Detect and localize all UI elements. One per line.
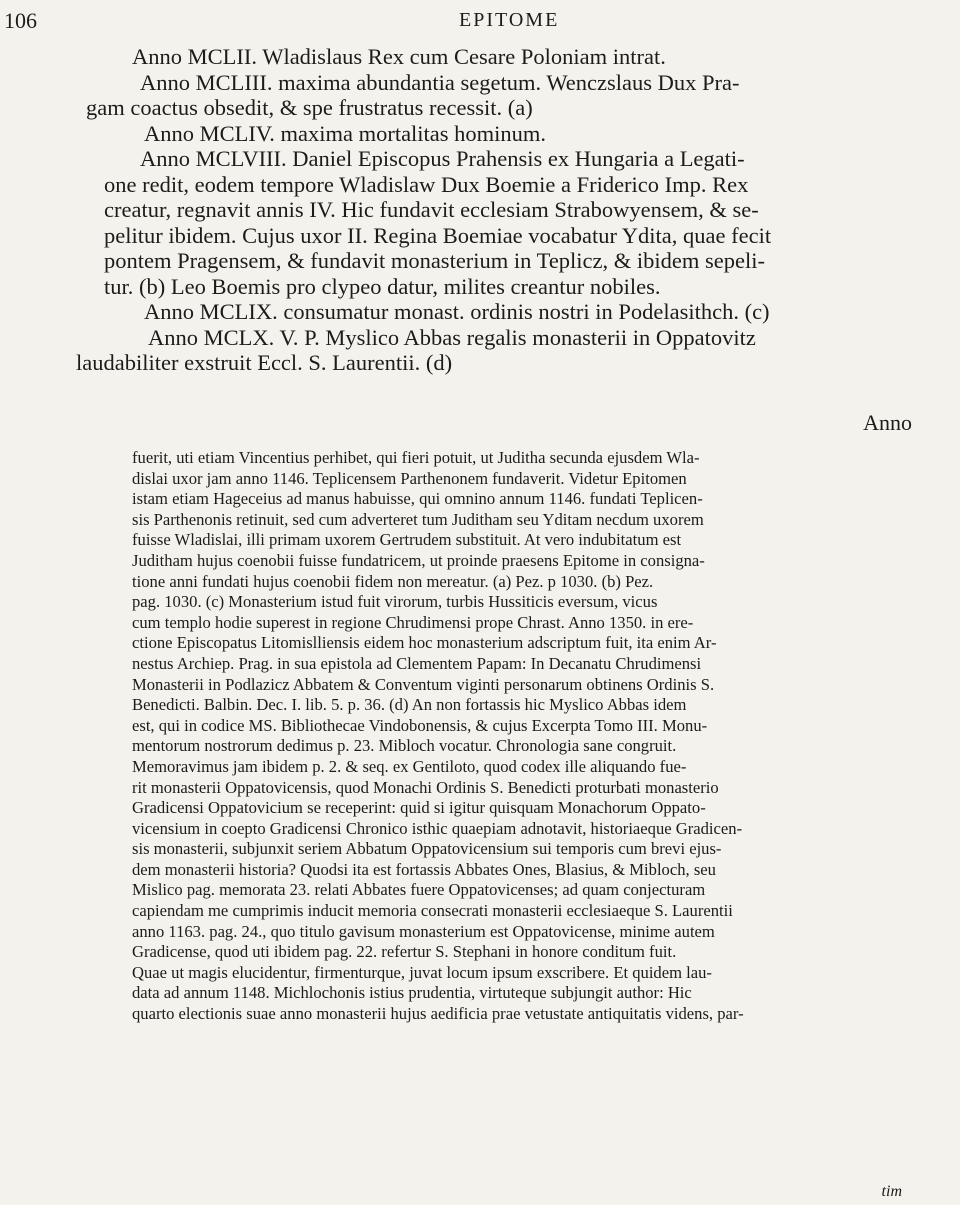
main-text-line: gam coactus obsedit, & spe frustratus recessit. (a) (86, 95, 533, 120)
footnote-line: Monasterii in Podlazicz Abbatem & Conventum viginti personarum obtinens Ordinis S. (132, 674, 715, 694)
footnote-line: mentorum nostrorum dedimus p. 23. Mibloch vocatur. Chronologia sane congruit. (132, 736, 677, 756)
main-text-line: pontem Pragensem, & fundavit monasterium in Teplicz, & ibidem sepeli- (104, 248, 765, 273)
main-text-line: Anno MCLII. Wladislaus Rex cum Cesare Poloniam intrat. (132, 44, 666, 69)
footnote-line: Mislico pag. memorata 23. relati Abbates fuere Oppatovicenses; ad quam conjecturam (132, 880, 706, 900)
footnote-line: Juditham hujus coenobii fuisse fundatricem, ut proinde praesens Epitome in consigna- (132, 550, 705, 570)
main-text-line: tur. (b) Leo Boemis pro clypeo datur, milites creantur nobiles. (104, 273, 661, 299)
footnote-line: Gradicense, quod uti ibidem pag. 22. refertur S. Stephani in honore conditum fuit. (132, 942, 677, 962)
footnote-line: capiendam me cumprimis inducit memoria consecrati monasterii ecclesiaeque S. Laurentii (132, 901, 733, 921)
main-text-line: Anno MCLVIII. Daniel Episcopus Prahensis ex Hungaria a Legati- (140, 146, 745, 171)
footnote-line: Gradicensi Oppatovicium se receperint: quid si igitur quisquam Monachorum Oppato- (132, 798, 706, 818)
main-text-line: Anno MCLIX. consumatur monast. ordinis nostri in Podelasithch. (c) (144, 299, 770, 324)
footnote-line: pag. 1030. (c) Monasterium istud fuit virorum, turbis Hussiticis eversum, vicus (132, 592, 658, 612)
footnote-line: vicensium in coepto Gradicensi Chronico isthic quaepiam adnotavit, historiaeque Gradicen- (132, 818, 743, 838)
footnote-line: Memoravimus jam ibidem p. 2. & seq. ex Gentiloto, quod codex ille aliquando fue- (132, 756, 687, 776)
footnote-line: nestus Archiep. Prag. in sua epistola ad Clementem Papam: In Decanatu Chrudimensi (132, 653, 702, 673)
catchword: Anno (863, 410, 912, 435)
main-text (76, 44, 924, 376)
footnote-catchword: tim (881, 1183, 902, 1200)
footnote-line: dem monasterii historia? Quodsi ita est fortassis Abbates Ones, Blasius, & Mibloch, seu (132, 859, 716, 879)
footnotes (132, 448, 912, 1025)
footnote-line: fuisse Wladislai, illi primam uxorem Gertrudem substituit. At vero indubitatum est (132, 530, 682, 550)
main-text-line: pelitur ibidem. Cujus uxor II. Regina Boemiae vocabatur Ydita, quae fecit (104, 222, 772, 248)
footnote-line: sis Parthenonis retinuit, sed cum adverteret tum Juditham seu Yditam necdum uxorem (132, 509, 704, 529)
footnote-line: est, qui in codice MS. Bibliothecae Vindobonensis, & cujus Excerpta Tomo III. Monu- (132, 715, 708, 735)
footnote-line: Benedicti. Balbin. Dec. I. lib. 5. p. 36. (d) An non fortassis hic Myslico Abbas idem (132, 695, 687, 715)
main-text-line: creatur, regnavit annis IV. Hic fundavit ecclesiam Strabowyensem, & se- (104, 197, 759, 222)
footnote-line: anno 1163. pag. 24., quo titulo gavisum monasterium est Oppatovicense, minime autem (132, 921, 715, 941)
footnote-line: istam etiam Hageceius ad manus habuisse, qui omnino annum 1146. fundati Teplicen- (132, 489, 703, 509)
main-text-line: Anno MCLX. V. P. Myslico Abbas regalis monasterii in Oppatovitz (148, 324, 756, 350)
footnote-line: dislai uxor jam anno 1146. Teplicensem Parthenonem fundaverit. Videtur Epitomen (132, 468, 687, 488)
footnote-line: Quae ut magis elucidentur, firmenturque, juvat locum ipsum exscribere. Et quidem lau- (132, 962, 712, 982)
main-text-line: Anno MCLIV. maxima mortalitas hominum. (144, 120, 547, 146)
footnote-line: cum templo hodie superest in regione Chrudimensi prope Chrast. Anno 1350. in ere- (132, 612, 694, 632)
footnote-line: rit monasterii Oppatovicensis, quod Monachi Ordinis S. Benedicti proturbati monasterio (132, 777, 719, 797)
footnote-line: data ad annum 1148. Michlochonis istius prudentia, virtuteque subjungit author: Hic (132, 983, 692, 1003)
main-text-line: laudabiliter exstruit Eccl. S. Laurentii. (d) (76, 350, 453, 375)
footnote-line: quarto electionis suae anno monasterii hujus aedificia prae vetustate antiquitatis videns, par- (132, 1004, 744, 1024)
footnote-line: ctione Episcopatus Litomislliensis eidem hoc monasterium adscriptum fuit, ita enim Ar- (132, 633, 717, 653)
running-title: EPITOME (459, 9, 560, 31)
footnote-line: sis monasterii, subjunxit seriem Abbatum Oppatovicensium sui temporis cum brevi ejus- (132, 839, 722, 859)
page-header (0, 6, 960, 36)
page-number: 106 (4, 8, 37, 33)
footnote-line: tione anni fundati hujus coenobii fidem non mereatur. (a) Pez. p 1030. (b) Pez. (132, 571, 654, 591)
main-text-line: Anno MCLIII. maxima abundantia segetum. Wenczslaus Dux Pra- (140, 69, 740, 95)
footnote-line: fuerit, uti etiam Vincentius perhibet, qui fieri potuit, ut Juditha secunda ejusdem Wla- (132, 448, 700, 467)
main-text-line: one redit, eodem tempore Wladislaw Dux Boemie a Friderico Imp. Rex (104, 171, 749, 197)
